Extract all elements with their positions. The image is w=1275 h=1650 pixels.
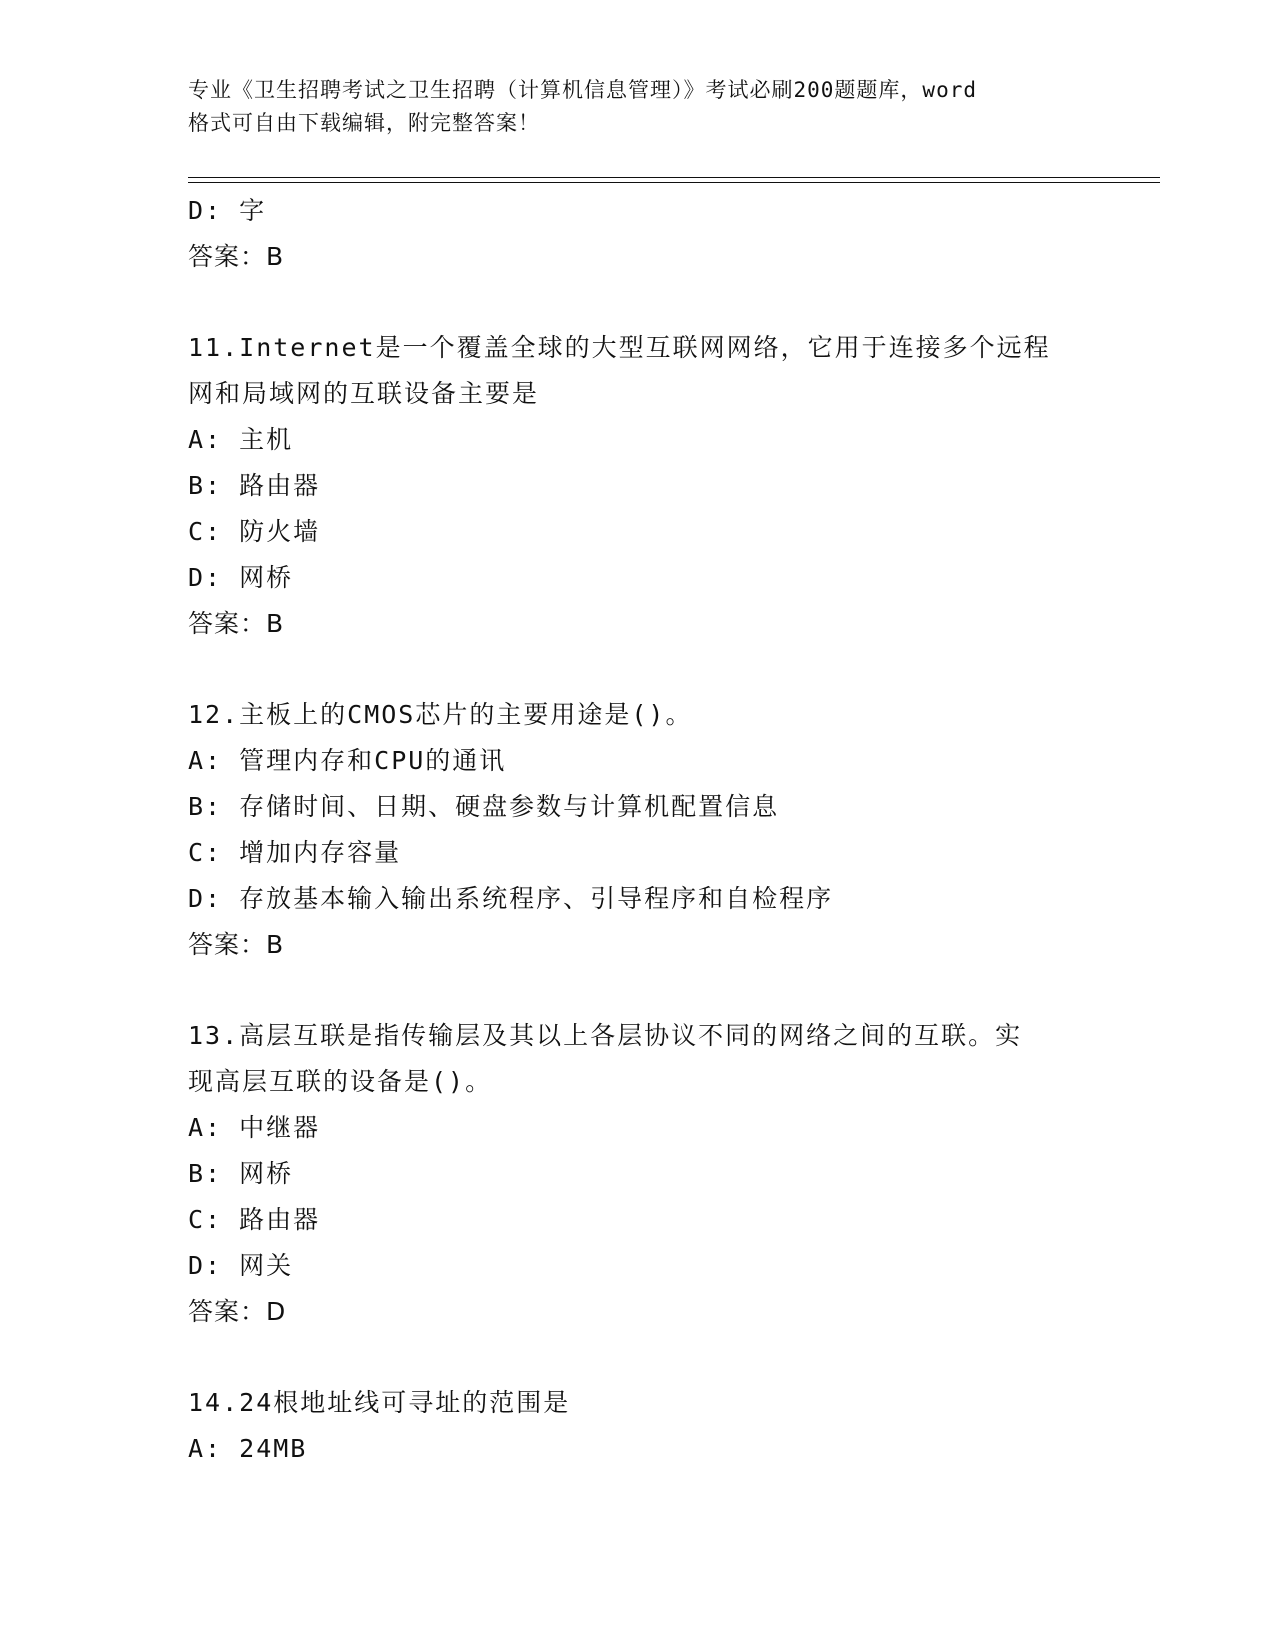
answer: 答案：D: [188, 1297, 287, 1326]
option-a: A: 主机: [188, 425, 294, 454]
spacer: [188, 280, 1118, 325]
header-rule-bottom: [188, 182, 1160, 183]
option-b: B: 路由器: [188, 471, 321, 500]
option-c: C: 防火墙: [188, 517, 321, 546]
spacer: [188, 968, 1118, 1013]
question-text-line-1: 13.高层互联是指传输层及其以上各层协议不同的网络之间的互联。实: [188, 1021, 1023, 1050]
answer: 答案：B: [188, 242, 285, 271]
option-b: B: 网桥: [188, 1159, 294, 1188]
option-d: D: 网关: [188, 1251, 294, 1280]
spacer: [188, 1335, 1118, 1380]
answer: 答案：B: [188, 930, 285, 959]
option-c: C: 增加内存容量: [188, 838, 402, 867]
option-a: A: 中继器: [188, 1113, 321, 1142]
option-d: D: 网桥: [188, 563, 294, 592]
question-12: [188, 692, 1118, 968]
option-a: A: 管理内存和CPU的通讯: [188, 746, 507, 775]
previous-question-fragment: [188, 188, 1118, 280]
question-text-line-1: 12.主板上的CMOS芯片的主要用途是()。: [188, 700, 693, 729]
header-line-1: 专业《卫生招聘考试之卫生招聘（计算机信息管理）》考试必刷200题题库，word: [188, 78, 977, 102]
question-content: [188, 188, 1118, 1472]
question-text-line-1: 11.Internet是一个覆盖全球的大型互联网网络，它用于连接多个远程: [188, 333, 1051, 362]
option-d: D: 字: [188, 196, 267, 225]
option-d: D: 存放基本输入输出系统程序、引导程序和自检程序: [188, 884, 834, 913]
option-c: C: 路由器: [188, 1205, 321, 1234]
question-14: [188, 1380, 1118, 1472]
header-line-2: 格式可自由下载编辑，附完整答案！: [188, 111, 540, 135]
answer: 答案：B: [188, 609, 285, 638]
option-b: B: 存储时间、日期、硬盘参数与计算机配置信息: [188, 792, 780, 821]
page-header: [188, 74, 1108, 140]
option-a: A: 24MB: [188, 1434, 308, 1463]
question-text-line-1: 14.24根地址线可寻址的范围是: [188, 1388, 571, 1417]
question-text-line-2: 现高层互联的设备是()。: [188, 1067, 493, 1096]
spacer: [188, 647, 1118, 692]
header-rule-top: [188, 177, 1160, 178]
question-13: [188, 1013, 1118, 1335]
question-text-line-2: 网和局域网的互联设备主要是: [188, 379, 540, 408]
question-11: [188, 325, 1118, 647]
